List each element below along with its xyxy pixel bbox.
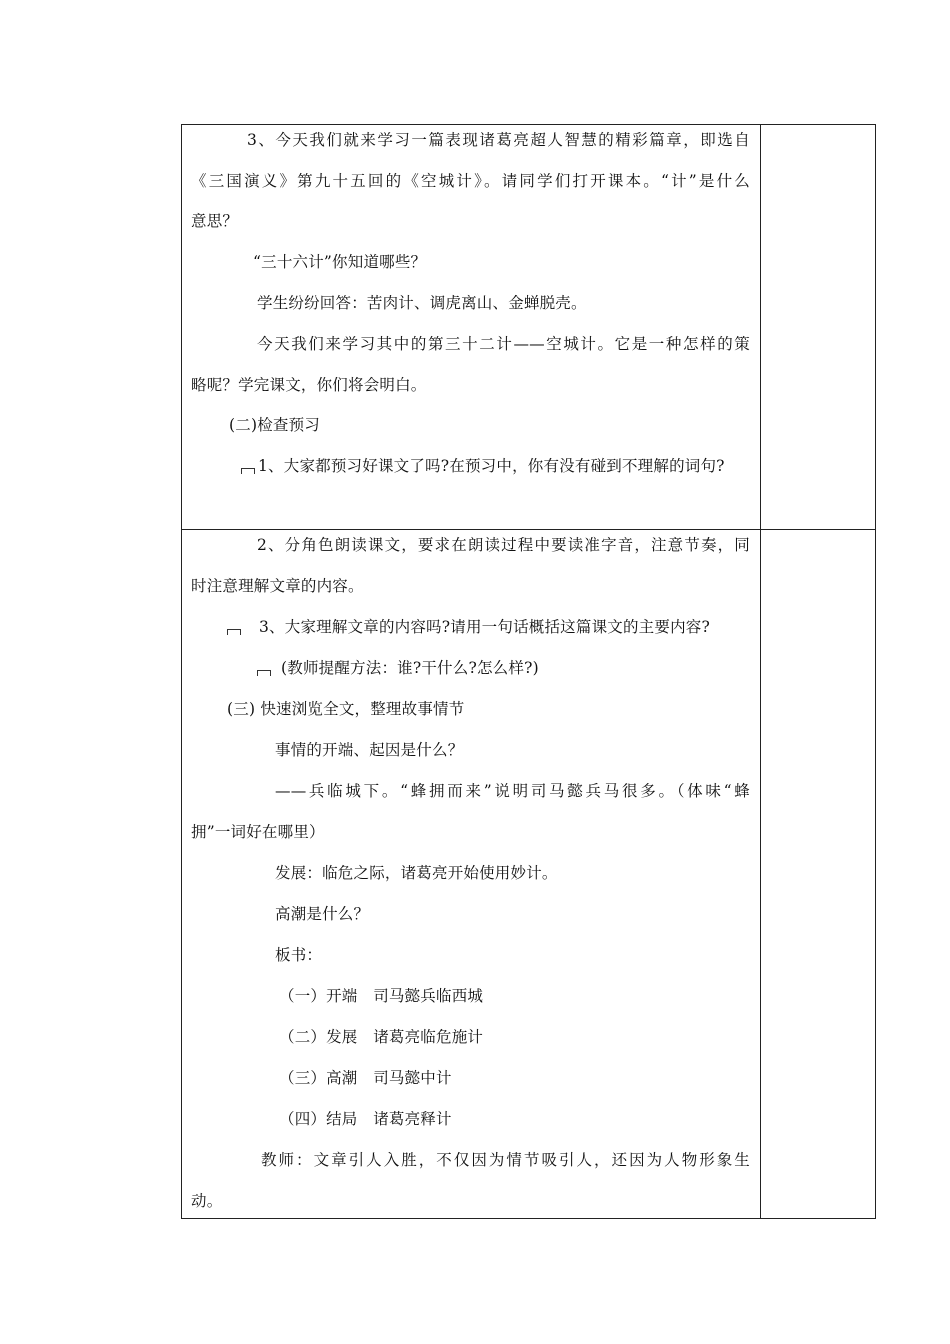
student-answer: 学生纷纷回答：苦肉计、调虎离山、金蝉脱壳。 bbox=[257, 294, 587, 312]
paragraph-topic-line-1: 今天我们来学习其中的第三十二计——空城计。它是一种怎样的策 bbox=[257, 335, 750, 353]
board-label: 板书： bbox=[275, 946, 323, 964]
column-divider bbox=[760, 124, 761, 1219]
question-1 bbox=[241, 455, 760, 477]
teacher-hint bbox=[257, 657, 760, 679]
question-climax: 高潮是什么？ bbox=[275, 905, 370, 923]
board-item-3: （三）高潮 司马懿中计 bbox=[279, 1069, 452, 1087]
question-thirty-six: “三十六计”你知道哪些？ bbox=[253, 253, 427, 271]
bracket-mark-icon bbox=[257, 670, 271, 676]
board-item-2: （二）发展 诸葛亮临危施计 bbox=[279, 1028, 484, 1046]
content-cell-2 bbox=[181, 529, 760, 1219]
answer-line-2: 拥”一词好在哪里） bbox=[191, 823, 325, 841]
board-item-1: （一）开端 司马懿兵临西城 bbox=[279, 987, 484, 1005]
content-cell-1 bbox=[181, 124, 760, 529]
question-3 bbox=[227, 616, 760, 638]
paragraph-read-line-2: 时注意理解文章的内容。 bbox=[191, 577, 364, 595]
question-3-text: 3、大家理解文章的内容吗?请用一句话概括这篇课文的主要内容? bbox=[259, 618, 710, 636]
section-heading-2: (二)检查预习 bbox=[229, 416, 320, 434]
teacher-hint-text: (教师提醒方法：谁?干什么?怎么样?) bbox=[281, 659, 539, 677]
paragraph-intro-line-3: 意思？ bbox=[191, 212, 239, 230]
bracket-mark-icon bbox=[227, 629, 241, 635]
paragraph-intro-line-1: 3、今天我们就来学习一篇表现诸葛亮超人智慧的精彩篇章，即选自 bbox=[247, 131, 750, 149]
development-text: 发展：临危之际，诸葛亮开始使用妙计。 bbox=[275, 864, 558, 882]
teacher-remark-line-2: 动。 bbox=[191, 1192, 223, 1210]
paragraph-read-line-1: 2、分角色朗读课文，要求在朗读过程中要读准字音，注意节奏，同 bbox=[257, 536, 750, 554]
answer-line-1: ——兵临城下。“蜂拥而来”说明司马懿兵马很多。（体味“蜂 bbox=[275, 782, 750, 800]
question-beginning: 事情的开端、起因是什么？ bbox=[275, 741, 464, 759]
teacher-remark-line-1: 教师：文章引人入胜，不仅因为情节吸引人，还因为人物形象生 bbox=[261, 1151, 750, 1169]
bracket-mark-icon bbox=[241, 468, 255, 474]
section-heading-3: (三) 快速浏览全文，整理故事情节 bbox=[227, 700, 465, 718]
question-1-text: 1、大家都预习好课文了吗?在预习中，你有没有碰到不理解的词句? bbox=[258, 457, 725, 475]
board-item-4: （四）结局 诸葛亮释计 bbox=[279, 1110, 452, 1128]
paragraph-intro-line-2: 《三国演义》第九十五回的《空城计》。请同学们打开课本。“计”是什么 bbox=[191, 172, 750, 190]
paragraph-topic-line-2: 略呢？学完课文，你们将会明白。 bbox=[191, 376, 427, 394]
